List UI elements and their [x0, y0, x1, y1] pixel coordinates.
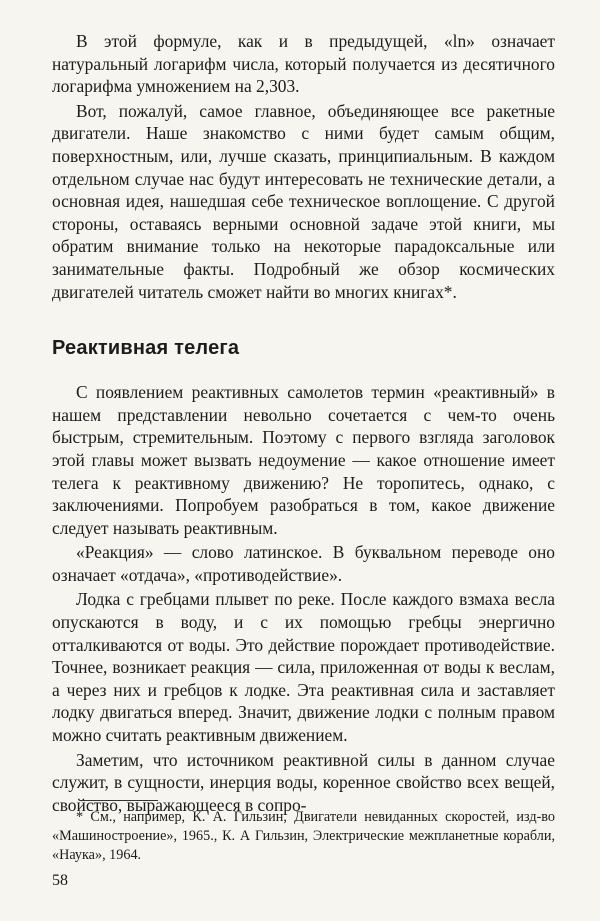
footnote-divider: [80, 800, 158, 801]
paragraph-boat-rowers: Лодка с гребцами плывет по реке. После каждого взмаха весла опускаются в воду, и с их помощью гребцы энергично отталкиваются от воды. Это действие порождает противодействие. Точнее, возникает реакция — сила, приложенная от воды к веслам, а через них и гребцов к лодке. Эта реактивная сила и заставляет лодку двигаться вперед. Значит, движение лодки с полным правом можно считать реактивным движением.: [52, 589, 555, 746]
page-body: [52, 30, 555, 818]
paragraph-reaction-word: «Реакция» — слово латинское. В буквальном переводе оно означает «отдача», «противодействие».: [52, 542, 555, 585]
paragraph-formula-note: В этой формуле, как и в предыдущей, «ln» означает натуральный логарифм числа, который получается из десятичного логарифма умножением на 2,303.: [52, 31, 555, 97]
page-number: 58: [52, 872, 68, 889]
paragraph-reactive-term: С появлением реактивных самолетов термин «реактивный» в нашем представлении невольно сочетается с чем-то очень быстрым, стремительным. Поэтому с первого взгляда заголовок этой главы может вызвать недоумение — какое отношение имеет телега к реактивному движению? Не торопитесь, однако, с заключениями. Попробуем разобраться в том, какое движение следует называть реактивным.: [52, 382, 555, 538]
section-heading: Реактивная телега: [52, 337, 240, 360]
paragraph-rocket-engines: Вот, пожалуй, самое главное, объединяющее все ракетные двигатели. Наше знакомство с ними будет самым общим, поверхностным, или, лучше сказать, принципиальным. В каждом отдельном случае нас будут интересовать не технические детали, а основная идея, нашедшая себе техническое воплощение. С другой стороны, оставаясь верными основной задаче этой книги, мы обратим внимание только на некоторые парадоксальные или занимательные факты. Подробный же обзор космических двигателей читатель сможет найти во многих книгах*.: [52, 100, 555, 302]
paragraph-inertia-water: Заметим, что источником реактивной силы в данном случае служит, в сущности, инерция воды, коренное свойство всех вещей, свойство, выражающееся в сопро-: [52, 749, 555, 815]
footnote: * См., например, К. А. Гильзин, Двигатели невиданных скоростей, изд-во «Машиностроение», 1965., К. А Гильзин, Электрические межпланетные корабли, «Наука», 1964.: [52, 809, 555, 863]
